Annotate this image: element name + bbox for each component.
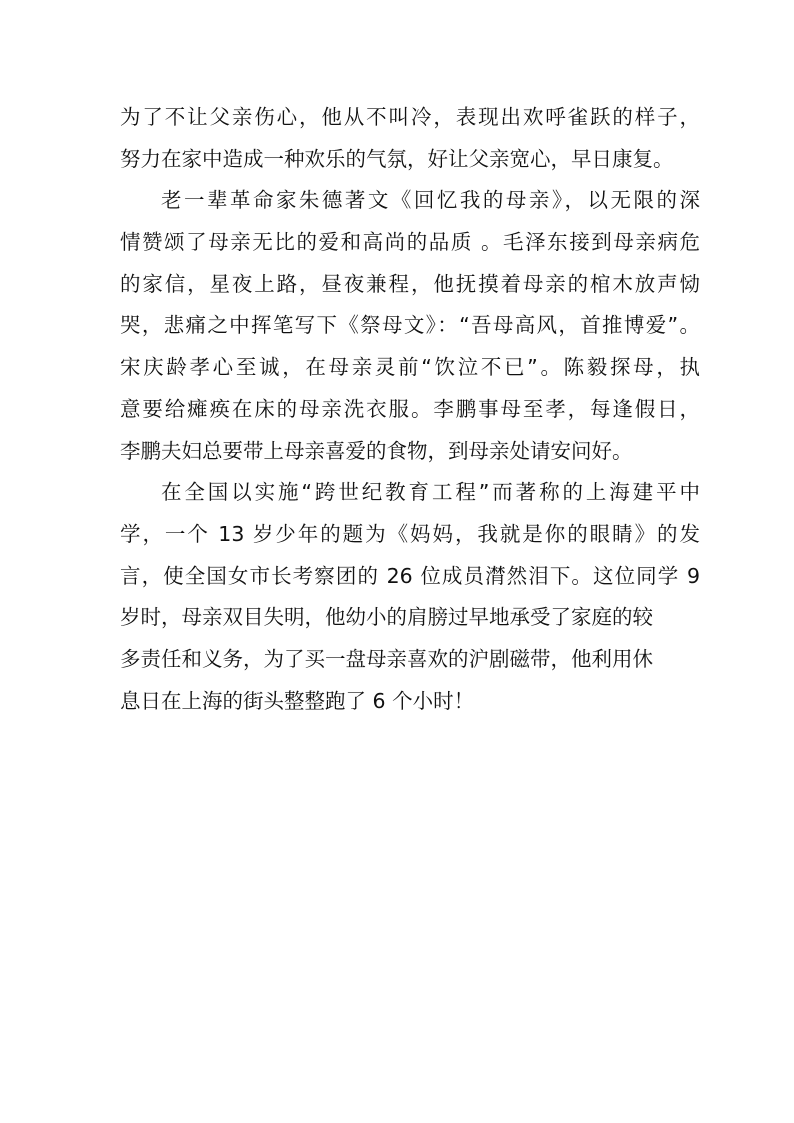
text-line-11: 学，一个 13 岁少年的题为《妈妈，我就是你的眼睛》的发	[120, 521, 700, 546]
text-line-1: 为了不让父亲伤心，他从不叫冷，表现出欢呼雀跃的样子，	[120, 105, 700, 129]
text-line-4: 情赞颂了母亲无比的爱和高尚的品质 。毛泽东接到母亲病危	[120, 230, 700, 255]
body-text	[120, 97, 700, 722]
text-line-12: 言，使全国女市长考察团的 26 位成员潸然泪下。这位同学 9	[120, 563, 700, 588]
text-line-15: 息日在上海的街头整整跑了 6 个小时！	[120, 688, 475, 713]
text-line-13: 岁时，母亲双目失明，他幼小的肩膀过早地承受了家庭的较	[120, 605, 653, 630]
paragraph-start-line-3: 老一辈革命家朱德著文《回忆我的母亲》，以无限的深	[161, 188, 700, 213]
text-line-5: 的家信，星夜上路，昼夜兼程，他抚摸着母亲的棺木放声恸	[120, 271, 700, 296]
paragraph-start-line-10: 在全国以实施“跨世纪教育工程”而著称的上海建平中	[161, 480, 700, 505]
text-line-14: 多责任和义务，为了买一盘母亲喜欢的沪剧磁带，他利用休	[120, 646, 653, 671]
text-line-7: 宋庆龄孝心至诚，在母亲灵前“饮泣不已”。陈毅探母，执	[120, 355, 700, 380]
text-line-8: 意要给瘫痪在床的母亲洗衣服。李鹏事母至孝，每逢假日，	[120, 396, 700, 421]
text-line-6: 哭，悲痛之中挥笔写下《祭母文》：“吾母高风，首推博爱”。	[120, 313, 700, 338]
text-line-9: 李鹏夫妇总要带上母亲喜爱的食物，到母亲处请安问好。	[120, 438, 633, 463]
text-line-2: 努力在家中造成一种欢乐的气氛，好让父亲宽心，早日康复。	[120, 146, 674, 171]
